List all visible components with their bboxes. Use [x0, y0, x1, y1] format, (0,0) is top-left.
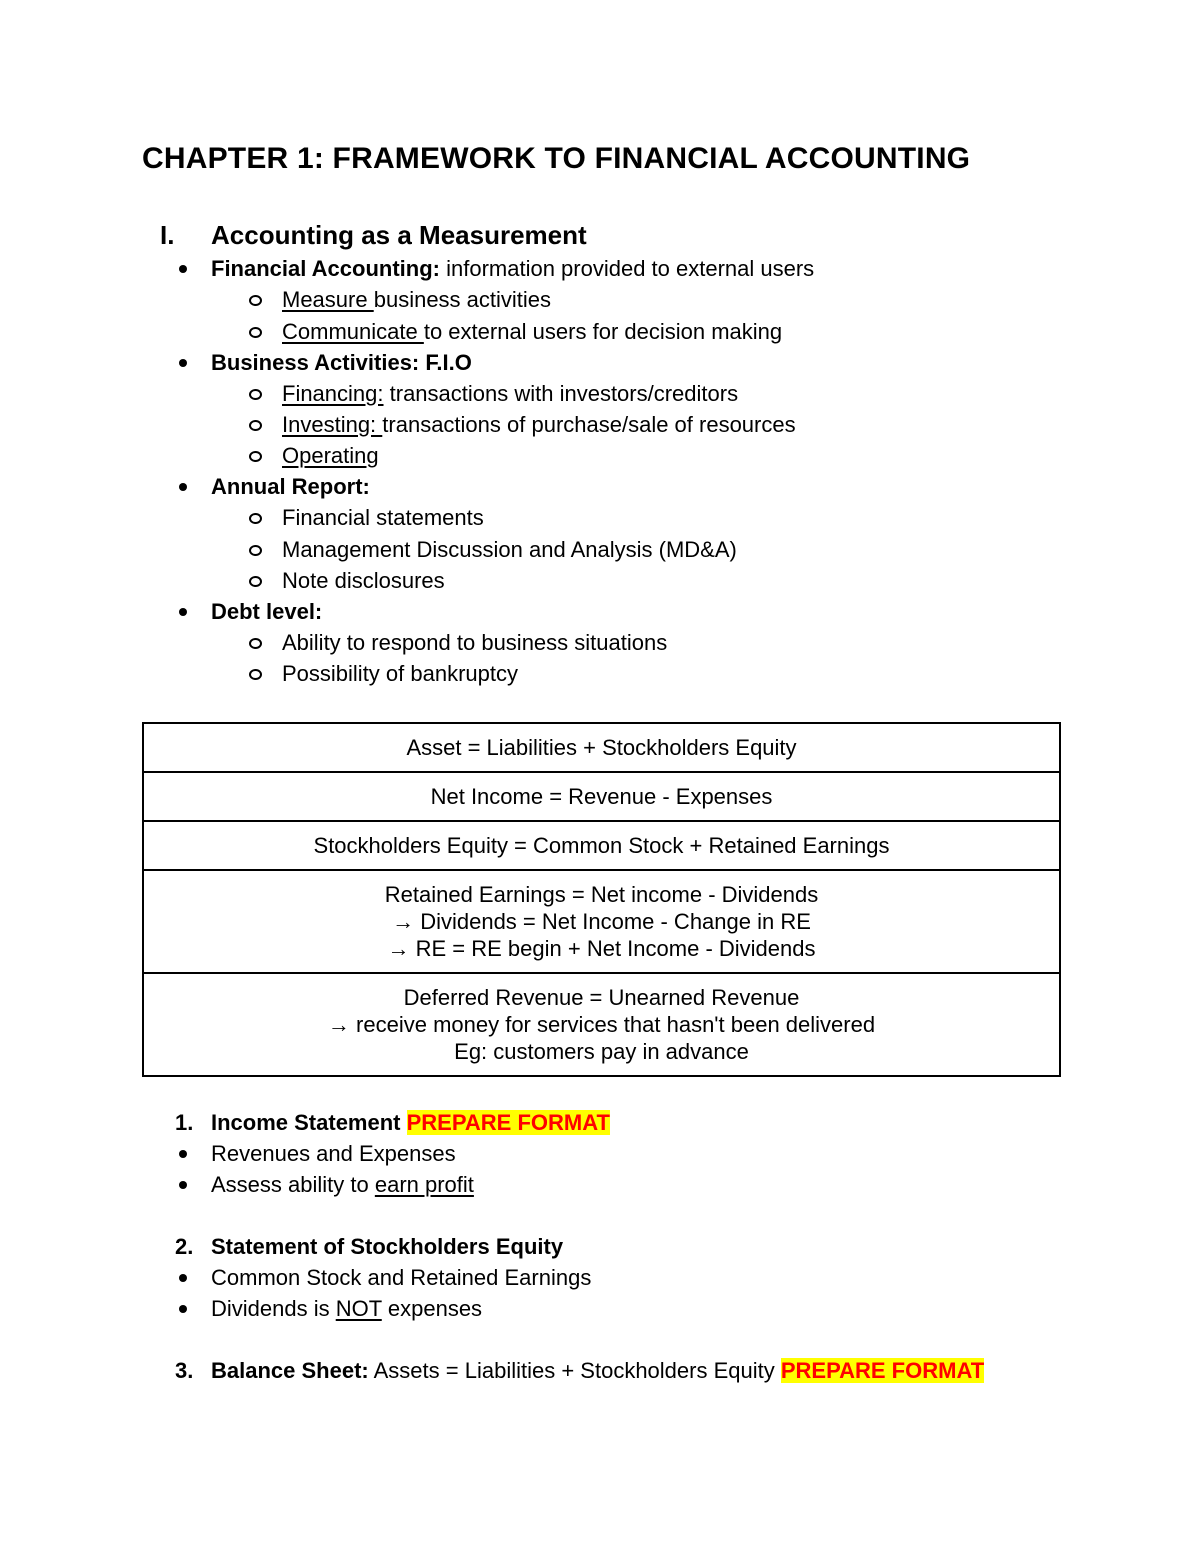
statement-label: Balance Sheet:: [211, 1358, 369, 1383]
formula-cell: [143, 772, 1060, 821]
formula-line: Deferred Revenue = Unearned Revenue: [403, 985, 800, 1010]
formula-line: → receive money for services that hasn't been delivered: [327, 1012, 876, 1037]
sub-bullet-text: Note disclosures: [282, 568, 445, 593]
bullet-business-activities: [211, 350, 472, 376]
sub-bullet-circle: [249, 669, 262, 680]
sub-bullet-text: transactions of purchase/sale of resources: [382, 412, 796, 437]
sub-bullet-circle: [249, 389, 262, 400]
sub-bullet-note-disclosures: [282, 568, 445, 594]
bullet-label: Financial Accounting:: [211, 256, 440, 281]
bullet-debt-level: [211, 599, 322, 625]
formula-row: [143, 870, 1060, 973]
statement-bullet: [211, 1141, 456, 1167]
sub-bullet-investing: [282, 412, 796, 438]
sub-bullet-measure: [282, 287, 551, 313]
statement-label: Statement of Stockholders Equity: [211, 1234, 564, 1259]
bullet-text: Dividends is: [211, 1296, 336, 1321]
formula-cell: [143, 870, 1060, 973]
statement-label: Income Statement: [211, 1110, 401, 1135]
statement-equity: [211, 1234, 563, 1260]
sub-bullet-text: Financial statements: [282, 505, 484, 530]
sub-bullet-communicate: [282, 319, 782, 345]
sub-bullet-text: business activities: [373, 287, 552, 312]
formula-line: → Dividends = Net Income - Change in RE: [392, 909, 811, 934]
underlined-term: Measure: [282, 287, 374, 312]
bullet-dot: [179, 1150, 187, 1158]
bullet-label: Debt level:: [211, 599, 323, 624]
highlight-badge: PREPARE FORMAT: [780, 1358, 985, 1383]
underlined-term: NOT: [335, 1296, 382, 1321]
bullet-annual-report: [211, 474, 370, 500]
underlined-term: Financing:: [282, 381, 384, 406]
statement-bullet: [211, 1265, 591, 1291]
bullet-dot: [179, 1181, 187, 1189]
formula-line: Net Income = Revenue - Expenses: [430, 784, 773, 809]
bullet-label: Business Activities: F.I.O: [211, 350, 472, 375]
formula-row: [143, 723, 1060, 772]
sub-bullet-text: Ability to respond to business situations: [282, 630, 668, 655]
underlined-term: Communicate: [282, 319, 424, 344]
sub-bullet-mdna: [282, 537, 737, 563]
statement-balance-sheet: [211, 1358, 984, 1384]
statement-number: 2.: [175, 1234, 194, 1259]
statement-number: 1.: [175, 1110, 194, 1135]
statement-income: [211, 1110, 610, 1136]
formula-cell: [143, 723, 1060, 772]
sub-bullet-text: transactions with investors/creditors: [383, 381, 739, 406]
formula-line: Retained Earnings = Net income - Dividends: [384, 882, 819, 907]
formula-cell: [143, 973, 1060, 1076]
bullet-dot: [179, 359, 187, 367]
bullet-text: Revenues and Expenses: [211, 1141, 456, 1166]
sub-bullet-circle: [249, 327, 262, 338]
formula-row: [143, 973, 1060, 1076]
bullet-dot: [179, 483, 187, 491]
formula-line: → RE = RE begin + Net Income - Dividends: [387, 936, 816, 961]
sub-bullet-circle: [249, 420, 262, 431]
bullet-financial-accounting: [211, 256, 814, 282]
sub-bullet-text: to external users for decision making: [423, 319, 783, 344]
bullet-dot: [179, 1274, 187, 1282]
sub-bullet-ability: [282, 630, 667, 656]
sub-bullet-circle: [249, 513, 262, 524]
sub-bullet-financial-statements: [282, 505, 484, 531]
sub-bullet-operating: [282, 443, 379, 469]
formula-line: Stockholders Equity = Common Stock + Retained Earnings: [313, 833, 890, 858]
bullet-label: Annual Report:: [211, 474, 370, 499]
bullet-dot: [179, 608, 187, 616]
sub-bullet-circle: [249, 451, 262, 462]
bullet-dot: [179, 265, 187, 273]
statement-text: Assets = Liabilities + Stockholders Equity: [368, 1358, 781, 1383]
underlined-term: Operating: [282, 443, 379, 468]
sub-bullet-circle: [249, 638, 262, 649]
bullet-text: Common Stock and Retained Earnings: [211, 1265, 592, 1290]
formula-table: [142, 722, 1061, 1077]
sub-bullet-bankruptcy: [282, 661, 518, 687]
underlined-term: earn profit: [374, 1172, 474, 1197]
formula-cell: [143, 821, 1060, 870]
formula-row: [143, 821, 1060, 870]
sub-bullet-circle: [249, 295, 262, 306]
sub-bullet-text: Possibility of bankruptcy: [282, 661, 518, 686]
bullet-text: information provided to external users: [439, 256, 815, 281]
bullet-text: expenses: [381, 1296, 483, 1321]
statement-bullet: [211, 1172, 474, 1198]
sub-bullet-circle: [249, 545, 262, 556]
bullet-dot: [179, 1305, 187, 1313]
section-heading: Accounting as a Measurement: [211, 220, 587, 250]
underlined-term: Investing:: [282, 412, 383, 437]
formula-line: Asset = Liabilities + Stockholders Equity: [406, 735, 797, 760]
page-title: CHAPTER 1: FRAMEWORK TO FINANCIAL ACCOUNTING: [142, 142, 971, 175]
bullet-text: Assess ability to: [211, 1172, 375, 1197]
section-numeral: I.: [160, 220, 175, 250]
sub-bullet-circle: [249, 576, 262, 587]
sub-bullet-financing: [282, 381, 738, 407]
highlight-badge: PREPARE FORMAT: [406, 1110, 610, 1135]
statement-number: 3.: [175, 1358, 194, 1383]
sub-bullet-text: Management Discussion and Analysis (MD&A): [282, 537, 737, 562]
formula-row: [143, 772, 1060, 821]
statement-bullet: [211, 1296, 482, 1322]
formula-line: Eg: customers pay in advance: [454, 1039, 749, 1064]
